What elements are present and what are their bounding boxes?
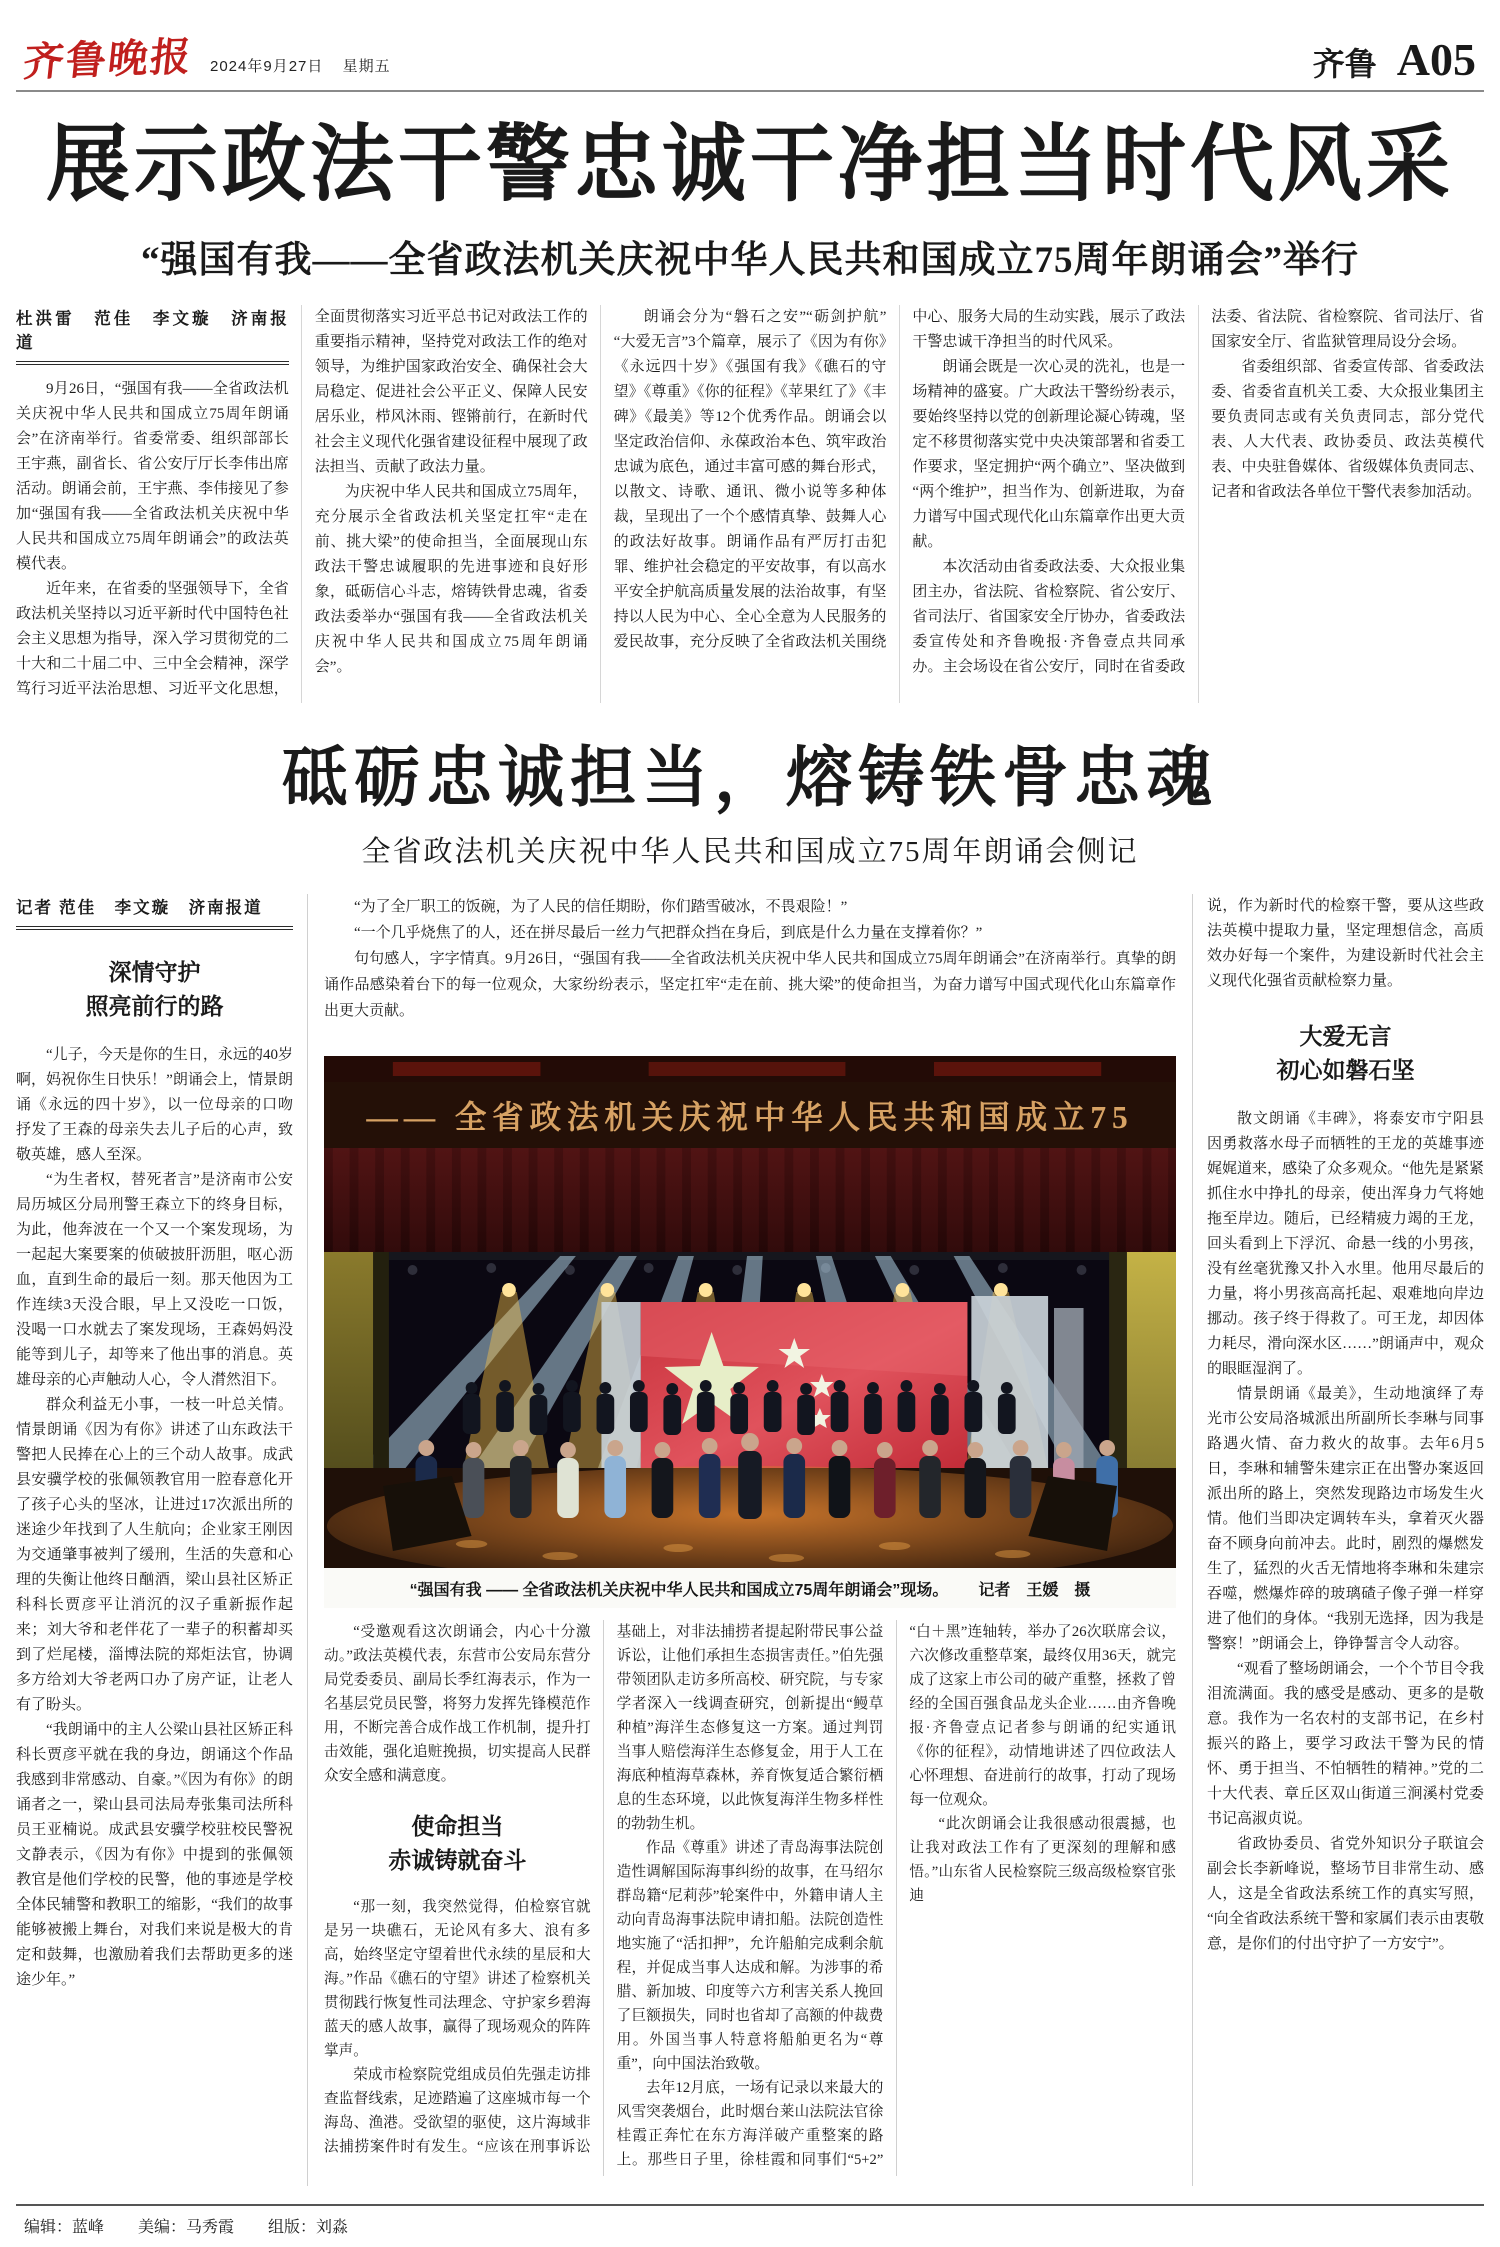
intro-quote: “为了全厂职工的饭碗，为了人民的信任期盼，你们踏雪破冰，不畏艰险！” (354, 899, 848, 916)
paragraph: “为生者权，替死者言”是济南市公安局历城区分局刑警王森立下的终身目标，为此，他奔波在一个又一个案发现场，为一起起大案要案的侦破披肝沥胆，呕心沥血，直到生命的最后一刻。那天他因为工作连续3天没合眼，早上又没吃一口饭，没喝一口水就去了案发现场，王森妈妈没能等到儿子，却等来了他出事的消息。英雄母亲的心声触动人心，令人潸然泪下。 (16, 1171, 293, 1388)
subhead-shiming-dandang: 使命担当 赤诚铸就奋斗 (388, 1814, 527, 1873)
credits-line (24, 2214, 1476, 2237)
editor-credit: 编辑：蓝峰 (24, 2219, 105, 2237)
article2-right-column (1192, 894, 1484, 2186)
article1-subtitle: “强国有我——全省政法机关庆祝中华人民共和国成立75周年朗诵会”举行 (141, 239, 1359, 281)
article-bottom (16, 743, 1484, 2187)
article2-byline: 记者 范佳 李文璇 济南报道 (16, 894, 293, 930)
article1-headline: 展示政法干警忠诚干净担当时代风采 (45, 119, 1454, 212)
paragraph: 近年来，在省委的坚强领导下，全省政法机关坚持以习近平新时代中国特色社会主义思想为指导，深入学习贯彻党的二十大和二十届二中、三中全会精神，深学笃行习近平法治思想、习近平文化思想，全面贯彻落实习近平总书记对政法工作的重要指示精神，坚持党对政法工作的绝对领导，为维护国家政治安全、确保社会大局稳定、促进社会公平正义、保障人民安居乐业，栉风沐雨、铿锵前行，在新时代社会主义现代化强省建设征程中展现了政法担当、贡献了政法力量。 (16, 308, 588, 697)
paragraph: “儿子，今天是你的生日，永远的40岁啊，妈祝你生日快乐！”朗诵会上，情景朗诵《永远的四十岁》，以一位母亲的口吻抒发了王森的母亲失去儿子后的心声，致敬英雄，感人至深。 (16, 1046, 293, 1163)
article2-middle-columns (324, 1620, 1176, 2176)
article-top (16, 118, 1484, 703)
intro-paragraph: 句句感人，字字情真。9月26日，“强国有我——全省政法机关庆祝中华人民共和国成立75周年朗诵会”在济南举行。真挚的朗诵作品感染着台下的每一位观众，大家纷纷表示，坚定扛牢“走在前、挑大梁”的使命担当，为奋力谱写中国式现代化山东篇章作出更大贡献。 (324, 951, 1176, 1020)
article2-subtitle: 全省政法机关庆祝中华人民共和国成立75周年朗诵会侧记 (361, 836, 1139, 869)
photo-caption (324, 1568, 1176, 1608)
article2-body (16, 894, 1484, 2186)
masthead-divider (16, 90, 1484, 92)
masthead-right (1312, 33, 1476, 85)
article2-middle-zone (308, 894, 1192, 2186)
masthead-left (21, 33, 405, 86)
paragraph: “我朗诵中的主人公梁山县社区矫正科科长贾彦平就在我的身边，朗诵这个作品我感到非常感动、自豪。”《因为有你》的朗诵者之一，梁山县司法局寿张集司法所科员王亚楠说。成武县安骥学校驻校民警祝文静表示，《因为有你》中提到的张佩领教官是他们学校的民警，他的事迹是学校全体民辅警和教职工的缩影，“我们的故事能够被搬上舞台，对我们来说是极大的肯定和鼓舞，也激励着我们去帮助更多的迷途少年。” (16, 1721, 293, 1988)
publication-date: 2024年9月27日 (210, 58, 324, 75)
photo-banner-text: —— 全省政法机关庆祝中华人民共和国成立75 (366, 1099, 1134, 1136)
photo-caption-text: “强国有我 —— 全省政法机关庆祝中华人民共和国成立75周年朗诵会”现场。 (409, 1581, 949, 1599)
paragraph: “观看了整场朗诵会，一个个节目令我泪流满面。我的感受是感动、更多的是敬意。我作为一名农村的支部书记，在乡村振兴的路上，要学习政法干警为民的情怀、勇于担当、不怕牺牲的精神。”党的二十大代表、章丘区双山街道三涧溪村党委书记高淑贞说。 (1207, 1660, 1484, 1827)
article2-headline: 砥砺忠诚担当，熔铸铁骨忠魂 (282, 741, 1218, 815)
article2-left-column (16, 894, 308, 2186)
paragraph: 情景朗诵《最美》，生动地演绎了寿光市公安局洛城派出所副所长李琳与同事路遇火情、奋力救火的故事。去年6月5日，李琳和辅警朱建宗正在出警办案返回派出所的路上，突然发现路边市场发生火情。他们当即决定调转车头，拿着灭火器奋不顾身向前冲去。此时，剧烈的爆燃发生了，猛烈的火舌无情地将李琳和朱建宗吞噬，燃爆炸碎的玻璃碴子像子弹一样穿进了他们的身体。“我别无选择，因为我是警察！”朗诵会上，铮铮誓言令人动容。 (1207, 1385, 1484, 1652)
paragraph: 荣成市检察院党组成员伯先强走访排查监督线索，足迹踏遍了这座城市每一个海岛、渔港。受欲望的驱使，这片海域非法捕捞案件时有发生。“应该在刑事诉讼基础上，对非法捕捞者提起附带民事公益诉讼，让他们承担生态损害责任。”伯先强带领团队走访多所高校、研究院，与专家学者深入一线调查研究，创新提出“鳗草种植”海洋生态修复这一方案。通过判罚当事人赔偿海洋生态修复金，用于人工在海底种植海草森林，养育恢复适合繁衍栖息的生态环境，以此恢复海洋生物多样性的勃勃生机。 (324, 1624, 884, 2155)
event-photo (324, 1056, 1176, 1608)
continuation-paragraph: 说，作为新时代的检察干警，要从这些政法英模中提取力量，坚定理想信念，高质效办好每一个案件，为建设新时代社会主义现代化强省贡献检察力量。 (1207, 898, 1484, 990)
paragraph: 为庆祝中华人民共和国成立75周年，充分展示全省政法机关坚定扛牢“走在前、挑大梁”的使命担当，全面展现山东政法干警忠诚履职的先进事迹和良好形象，砥砺信心斗志，熔铸铁骨忠魂，省委政法委举办“强国有我——全省政法机关庆祝中华人民共和国成立75周年朗诵会”。 (314, 483, 588, 675)
paragraph: “此次朗诵会让我很感动很震撼，也让我对政法工作有了更深刻的理解和感悟。”山东省人民检察院三级高级检察官张迪 (909, 1816, 1176, 1905)
art-editor-credit: 美编：马秀霞 (138, 2219, 235, 2237)
newspaper-logo: 齐鲁晚报 (21, 33, 195, 86)
page-number: A05 (1396, 33, 1476, 85)
paragraph: 省委组织部、省委宣传部、省委政法委、省委省直机关工委、大众报业集团主要负责同志或有关负责同志，部分党代表、人大代表、政协委员、政法英模代表、中央驻鲁媒体、省级媒体负责同志、记者和省政法各单位干警代表参加活动。 (1211, 358, 1484, 500)
subhead-daai-wuyan: 大爱无言 初心如磐石坚 (1276, 1024, 1415, 1083)
paragraph: 朗诵会分为“磐石之安”“砺剑护航”“大爱无言”3个篇章，展示了《因为有你》《永远四十岁》《强国有我》《礁石的守望》《尊重》《你的征程》《苹果红了》《丰碑》《最美》等12个优秀作品。朗诵会以坚定政治信仰、永葆政治本色、筑牢政治忠诚为底色，通过丰富可感的舞台形式，以散文、诗歌、通讯、微小说等多种体裁，呈现出了一个个感情真挚、鼓舞人心的政法好故事。朗诵作品有严厉打击犯罪、维护社会稳定的平安故事，有以高水平安全护航高质量发展的法治故事，有坚持以人民为中心、全心全意为人民服务的爱民故事，充分反映了全省政法机关围绕中心、服务大局的生动实践，展示了政法干警忠诚干净担当的时代风采。 (613, 308, 1186, 650)
photo-credit: 记者 王媛 摄 (978, 1581, 1091, 1599)
paragraph: 朗诵会既是一次心灵的洗礼，也是一场精神的盛宴。广大政法干警纷纷表示，要始终坚持以党的创新理论凝心铸魂，坚定不移贯彻落实党中央决策部署和省委工作要求，坚定拥护“两个确立”、坚决做到“两个维护”，担当作为、创新进取，为奋力谱写中国式现代化山东篇章作出更大贡献。 (912, 358, 1186, 550)
article2-intro (324, 894, 1176, 1042)
paragraph: 9月26日，“强国有我——全省政法机关庆祝中华人民共和国成立75周年朗诵会”在济南举行。省委常委、组织部部长王宇燕，副省长、省公安厅厅长李伟出席活动。朗诵会前，王宇燕、李伟接见了参加“强国有我——全省政法机关庆祝中华人民共和国成立75周年朗诵会”的政法英模代表。 (16, 380, 289, 572)
paragraph: 群众利益无小事，一枝一叶总关情。情景朗诵《因为有你》讲述了山东政法干警把人民捧在心上的三个动人故事。成武县安骥学校的张佩领教官用一腔春意化开了孩子心头的坚冰，让进过17次派出所的迷途少年找到了人生航向；企业家王刚因为交通肇事被判了缓刑，生活的失意和心理的失衡让他终日酗酒，梁山县社区矫正科科长贾彦平让消沉的汉子重新振作起来；刘大爷和老伴花了一辈子的积蓄却买到了烂尾楼，淄博法院的郑炬法官，协调多方给刘大爷老两口办了房产证，让老人有了盼头。 (16, 1396, 293, 1713)
paragraph: “那一刻，我突然觉得，伯检察官就是另一块礁石，无论风有多大、浪有多高，始终坚定守望着世代永续的星辰和大海。”作品《礁石的守望》讲述了检察机关贯彻践行恢复性司法理念、守护家乡碧海蓝天的感人故事，赢得了现场观众的阵阵掌声。 (324, 1898, 591, 2059)
paragraph: “受邀观看这次朗诵会，内心十分激动。”政法英模代表，东营市公安局东营分局党委委员、副局长季红海表示，作为一名基层党员民警，将努力发挥先锋模范作用，不断完善合成作战工作机制，提升打击效能，强化追赃挽损，切实提高人民群众安全感和满意度。 (324, 1624, 591, 1785)
paragraph: 省政协委员、省党外知识分子联谊会副会长李新峰说，整场节目非常生动、感人，这是全省政法系统工作的真实写照，“向全省政法系统干警和家属们表示由衷敬意，是你们的付出守护了一方安宁”。 (1207, 1835, 1484, 1952)
paragraph: 本次活动由省委政法委、大众报业集团主办，省法院、省检察院、省公安厅、省司法厅、省国家安全厅协办，省委政法委宣传处和齐鲁晚报·齐鲁壹点共同承办。主会场设在省公安厅，同时在省委政法委、省法院、省检察院、省司法厅、省国家安全厅、省监狱管理局设分会场。 (912, 308, 1484, 675)
intro-quote: “一个几乎烧焦了的人，还在拼尽最后一丝力气把群众挡在身后，到底是什么力量在支撑着你？” (354, 925, 983, 942)
publication-weekday: 星期五 (342, 58, 391, 75)
paragraph: 作品《尊重》讲述了青岛海事法院创造性调解国际海事纠纷的故事，在马绍尔群岛籍“尼莉莎”轮案件中，外籍申请人主动向青岛海事法院申请扣船。法院创造性地实施了“活扣押”，允许船舶完成剩余航程，并促成当事人达成和解。为涉事的希腊、新加坡、印度等六方利害关系人挽回了巨额损失，同时也省却了高额的仲裁费用。外国当事人特意将船舶更名为“尊重”，向中国法治致敬。 (616, 1840, 884, 2073)
masthead (16, 14, 1484, 86)
page-footer (16, 2204, 1484, 2237)
stage-photo-illustration (324, 1056, 1176, 1568)
section-name: 齐鲁 (1312, 46, 1377, 82)
subhead-shenqing-shouhu: 深情守护 照亮前行的路 (85, 960, 224, 1019)
date-line (210, 55, 405, 80)
paragraph: 散文朗诵《丰碑》，将泰安市宁阳县因勇救落水母子而牺牲的王龙的英雄事迹娓娓道来，感染了众多观众。“他先是紧紧抓住水中挣扎的母亲，使出浑身力气将她拖至岸边。随后，已经精疲力竭的王龙，回头看到上下浮沉、命悬一线的小男孩，没有丝毫犹豫又扑入水里。他用尽最后的力量，将小男孩高高托起、艰难地向岸边挪动。孩子终于得救了。可王龙，却因体力耗尽，滑向深水区……”朗诵声中，观众的眼眶湿润了。 (1207, 1110, 1484, 1377)
article1-body (16, 305, 1484, 703)
paragraph: 去年12月底，一场有记录以来最大的风雪突袭烟台，此时烟台莱山法院法官徐桂霞正奔忙在东方海洋破产重整案的路上。那些日子里，徐桂霞和同事们“5+2”“白＋黑”连轴转，举办了26次联席会议，六次修改重整草案，最终仅用36天，就完成了这家上市公司的破产重整，拯救了曾经的全国百强食品龙头企业……由齐鲁晚报·齐鲁壹点记者参与朗诵的纪实通讯《你的征程》，动情地讲述了四位政法人心怀理想、奋进前行的故事，打动了现场每一位观众。 (616, 1624, 1176, 2169)
article1-byline: 杜洪雷 范佳 李文璇 济南报道 (16, 305, 289, 365)
typesetter-credit: 组版：刘淼 (268, 2219, 349, 2237)
